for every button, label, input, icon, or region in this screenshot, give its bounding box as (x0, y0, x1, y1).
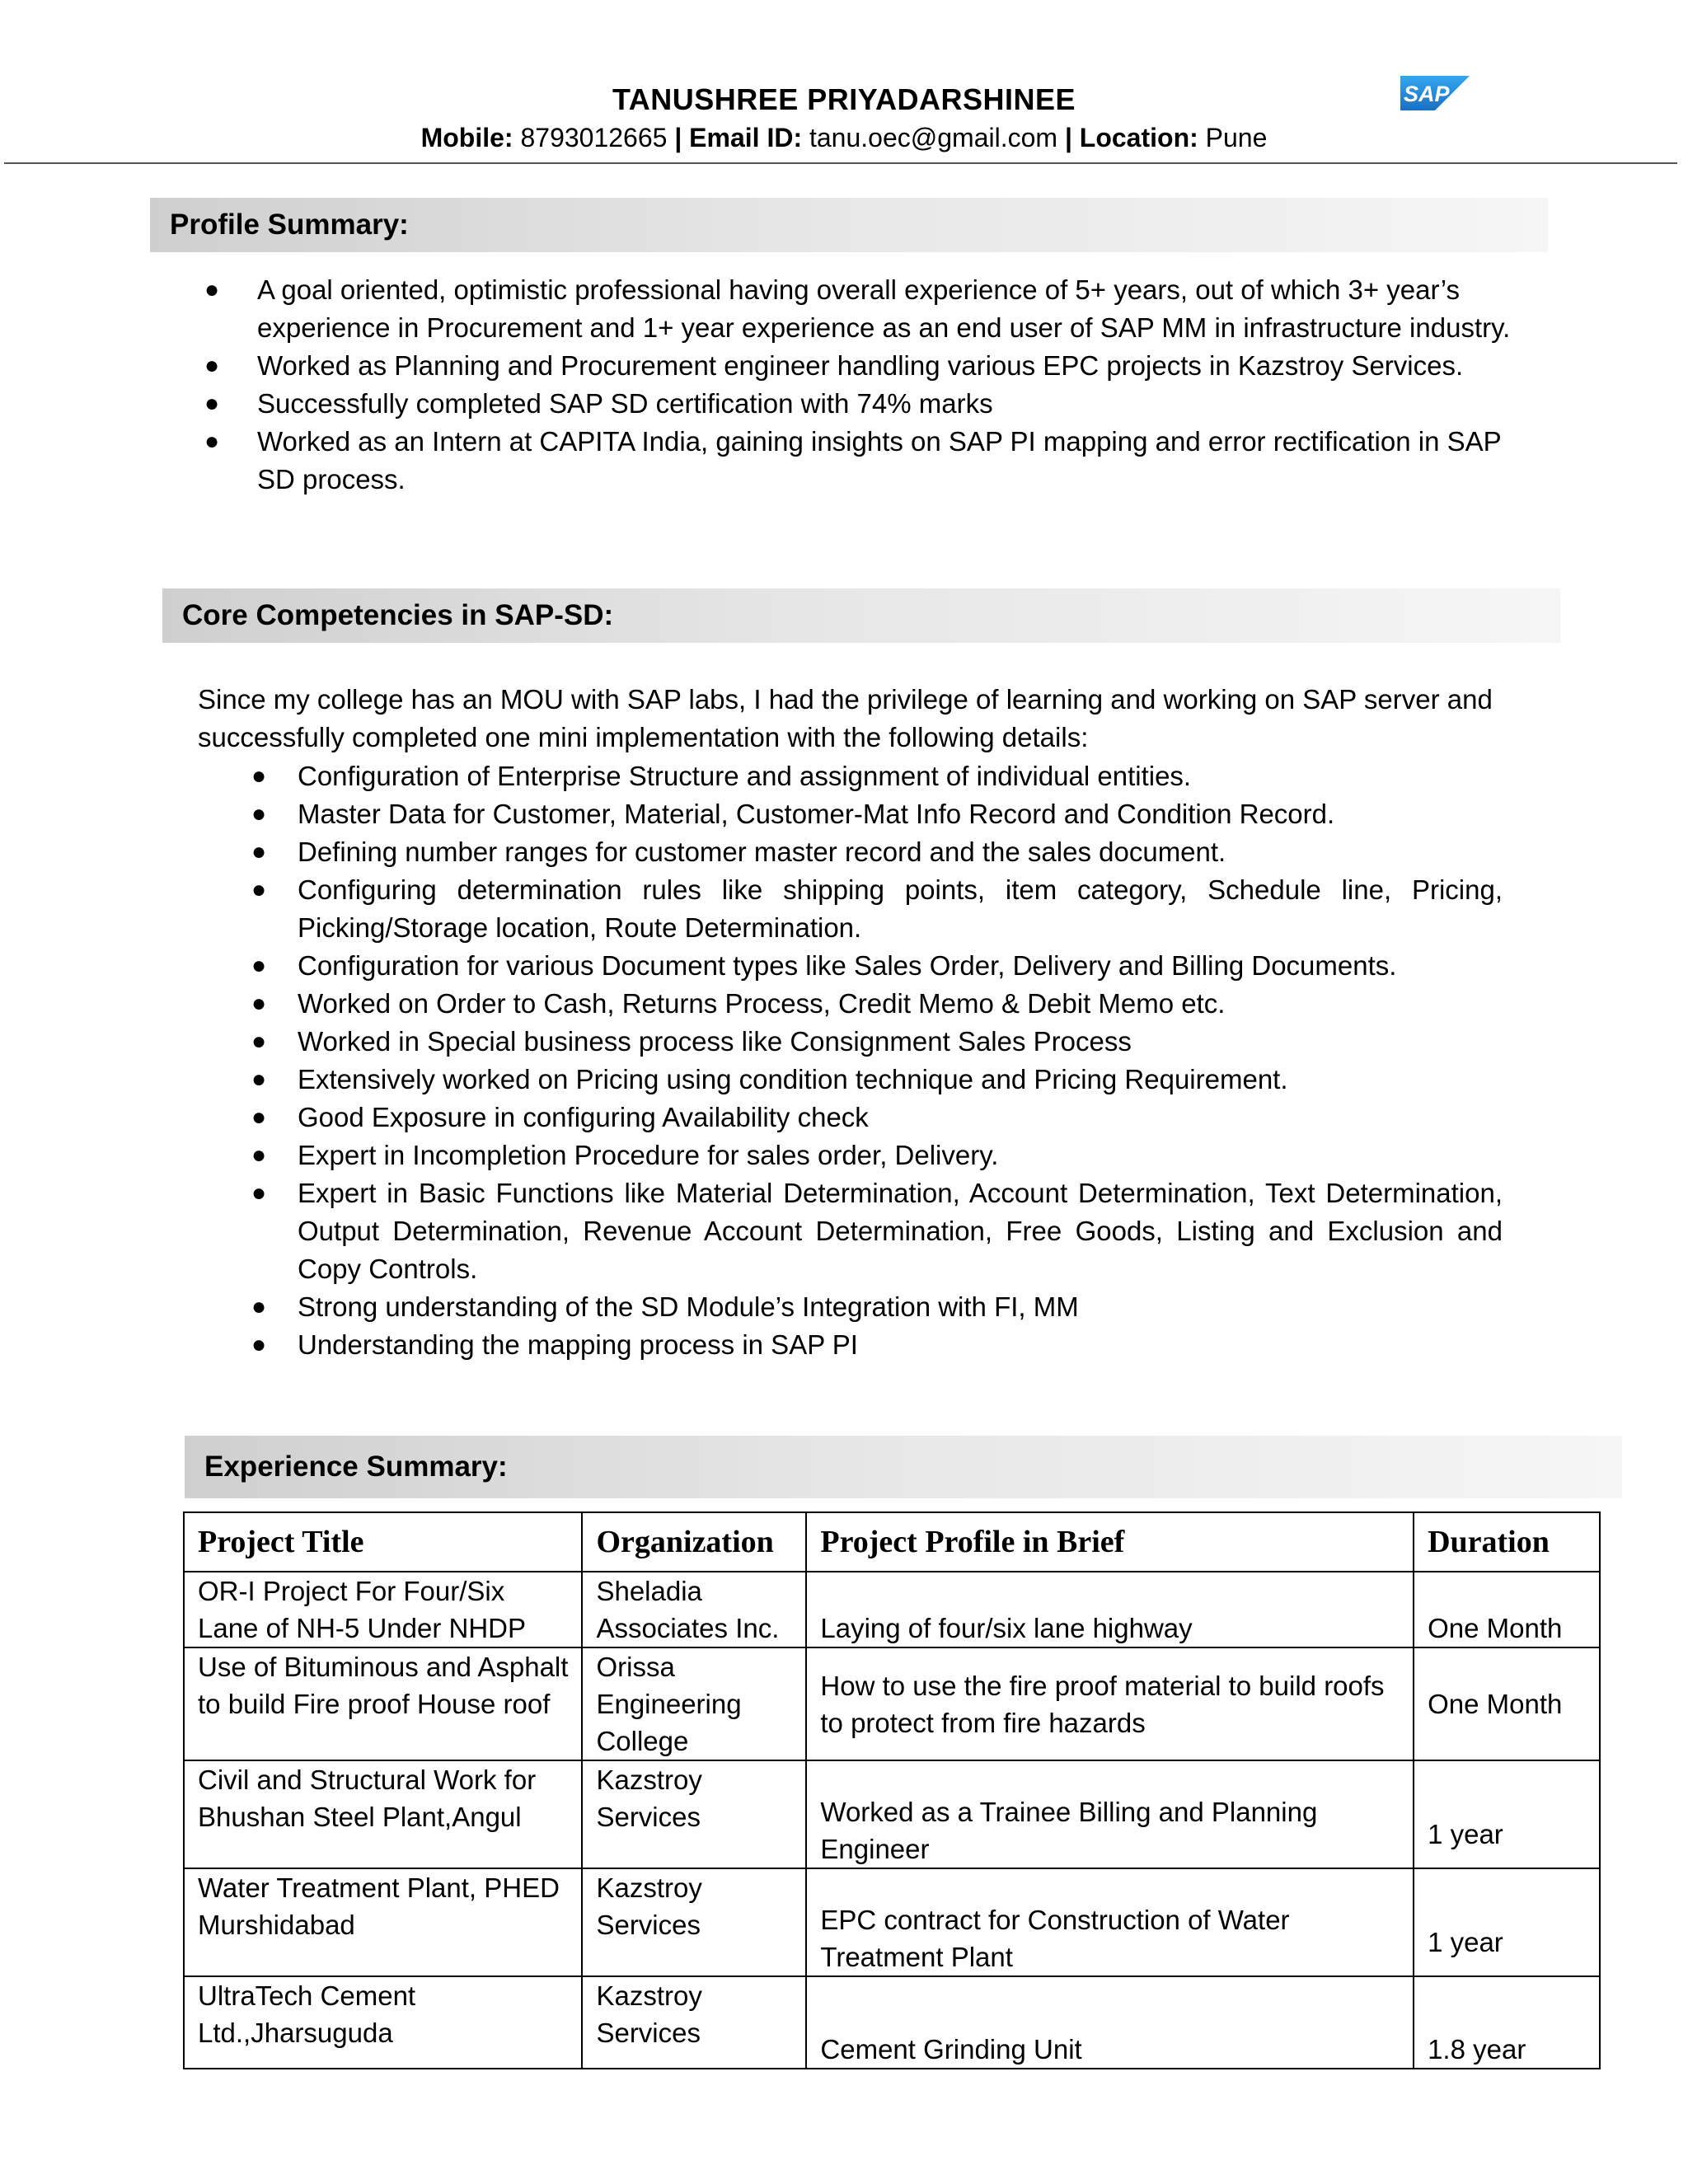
header-rule (4, 162, 1677, 164)
mobile-label: Mobile: (420, 123, 513, 152)
list-item: ● Configuration for various Document types like Sales Order, Delivery and Billing Documents. (251, 950, 1397, 981)
competencies-list (251, 757, 1503, 1364)
table-cell: 1 year (1414, 1760, 1600, 1868)
list-item: ● Extensively worked on Pricing using condition technique and Pricing Requirement. (251, 1064, 1288, 1094)
table-row (184, 1760, 1600, 1868)
table-row (184, 1868, 1600, 1976)
list-item: ● Worked on Order to Cash, Returns Process, Credit Memo & Debit Memo etc. (251, 988, 1226, 1019)
sap-logo-icon (1400, 76, 1470, 110)
table-cell: 1.8 year (1414, 1976, 1600, 2069)
section-heading-competencies: Core Competencies in SAP-SD: (162, 588, 1560, 643)
table-cell: UltraTech Cement Ltd.,Jharsuguda (184, 1976, 582, 2069)
table-header-row (184, 1512, 1600, 1572)
table-cell: Civil and Structural Work for Bhushan Steel Plant,Angul (184, 1760, 582, 1868)
location-value: Pune (1205, 123, 1268, 152)
table-cell: Use of Bituminous and Asphalt to build Fire proof House roof (184, 1647, 582, 1760)
competencies-intro: Since my college has an MOU with SAP labs, I had the privilege of learning and working on SAP server and successfully completed one mini implementation with the following details: (198, 684, 1493, 752)
separator: | (1064, 123, 1072, 152)
table-cell: OR-I Project For Four/Six Lane of NH-5 Under NHDP (184, 1572, 582, 1647)
list-item: ● Expert in Incompletion Procedure for sales order, Delivery. (251, 1140, 999, 1170)
table-cell: EPC contract for Construction of Water Treatment Plant (806, 1868, 1414, 1976)
list-item: ● Defining number ranges for customer master record and the sales document. (251, 837, 1226, 867)
profile-list (204, 271, 1526, 499)
location-label: Location: (1079, 123, 1198, 152)
candidate-name: TANUSHREE PRIYADARSHINEE (612, 82, 1076, 116)
table-cell: Worked as a Trainee Billing and Planning Engineer (806, 1760, 1414, 1868)
list-item: ● Worked as Planning and Procurement engineer handling various EPC projects in Kazstroy Services. (204, 350, 1464, 381)
table-cell: One Month (1414, 1572, 1600, 1647)
list-item: ● Strong understanding of the SD Module’s Integration with FI, MM (251, 1291, 1079, 1322)
table-cell: Cement Grinding Unit (806, 1976, 1414, 2069)
mobile-value: 8793012665 (520, 123, 668, 152)
column-header: Project Profile in Brief (806, 1512, 1414, 1572)
table-row (184, 1572, 1600, 1647)
table-cell: Laying of four/six lane highway (806, 1572, 1414, 1647)
table-cell: 1 year (1414, 1868, 1600, 1976)
sap-logo-text: SAP (1404, 82, 1450, 106)
column-header: Organization (582, 1512, 806, 1572)
list-item: ● Worked as an Intern at CAPITA India, gaining insights on SAP PI mapping and error rectification in SAP SD process. (204, 426, 1502, 494)
list-item: ● Configuration of Enterprise Structure and assignment of individual entities. (251, 761, 1192, 791)
table-cell: Kazstroy Services (582, 1868, 806, 1976)
table-cell: Water Treatment Plant, PHED Murshidabad (184, 1868, 582, 1976)
table-cell: How to use the fire proof material to build roofs to protect from fire hazards (806, 1647, 1414, 1760)
table-cell: Orissa Engineering College (582, 1647, 806, 1760)
email-value: tanu.oec@gmail.com (809, 123, 1058, 152)
table-row (184, 1647, 1600, 1760)
table-cell: Kazstroy Services (582, 1976, 806, 2069)
email-label: Email ID: (689, 123, 803, 152)
table-row (184, 1976, 1600, 2069)
list-item: ● Worked in Special business process like Consignment Sales Process (251, 1026, 1132, 1057)
table-cell: Sheladia Associates Inc. (582, 1572, 806, 1647)
contact-line (0, 123, 1688, 153)
list-item: ● Good Exposure in configuring Availability check (251, 1102, 869, 1132)
table-cell: One Month (1414, 1647, 1600, 1760)
section-heading-experience: Experience Summary: (185, 1436, 1622, 1498)
list-item: ● Master Data for Customer, Material, Customer-Mat Info Record and Condition Record. (251, 799, 1335, 829)
list-item: ● Successfully completed SAP SD certification with 74% marks (204, 388, 993, 419)
column-header: Duration (1414, 1512, 1600, 1572)
list-item: ● Configuring determination rules like shipping points, item category, Schedule line, Pricing, Picking/Storage location, Route Determination. (251, 874, 1503, 943)
table-cell: Kazstroy Services (582, 1760, 806, 1868)
list-item: ● Expert in Basic Functions like Material Determination, Account Determination, Text Determination, Output Determination, Revenue Account Determination, Free Goods, Listing and Exclusion and Copy Controls. (251, 1178, 1503, 1284)
section-heading-profile: Profile Summary: (150, 198, 1548, 252)
experience-table (183, 1511, 1601, 2069)
list-item: ● A goal oriented, optimistic professional having overall experience of 5+ years, out of which 3+ year’s experience in Procurement and 1+ year experience as an end user of SAP MM in infrastructure industry. (204, 274, 1511, 343)
column-header: Project Title (184, 1512, 582, 1572)
list-item: ● Understanding the mapping process in SAP PI (251, 1329, 858, 1360)
separator: | (674, 123, 682, 152)
